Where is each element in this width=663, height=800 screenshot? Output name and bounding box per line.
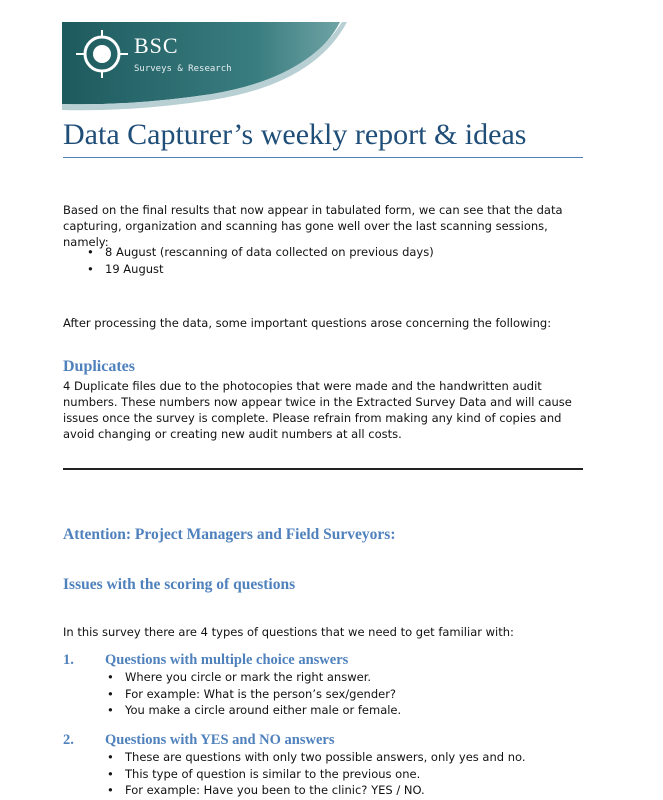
survey-intro-paragraph: In this survey there are 4 types of questions that we need to get familiar with: bbox=[63, 625, 514, 639]
session-list bbox=[63, 244, 434, 277]
question-type-title: Questions with YES and NO answers bbox=[105, 732, 335, 748]
list-item: • These are questions with only two possible answers, only yes and no. bbox=[63, 749, 526, 766]
question-type-number: 1. bbox=[63, 652, 74, 668]
list-item: • For example: What is the person’s sex/gender? bbox=[63, 686, 401, 703]
logo-tagline: Surveys & Research bbox=[134, 64, 232, 74]
question-type-points bbox=[63, 669, 401, 719]
issues-heading: Issues with the scoring of questions bbox=[63, 576, 296, 593]
page-title: Data Capturer’s weekly report & ideas bbox=[63, 118, 527, 151]
company-logo bbox=[62, 22, 362, 132]
section-divider bbox=[63, 468, 583, 470]
list-item: • 8 August (rescanning of data collected on previous days) bbox=[63, 244, 434, 261]
processing-paragraph: After processing the data, some important questions arose concerning the following: bbox=[63, 316, 552, 330]
duplicates-heading: Duplicates bbox=[63, 358, 135, 375]
list-item: • For example: Have you been to the clinic? YES / NO. bbox=[63, 782, 526, 799]
intro-paragraph: Based on the final results that now appear in tabulated form, we can see that the data capturing, organization and scanning has gone well over the last scanning sessions, namely: bbox=[63, 203, 563, 249]
logo-name: BSC bbox=[134, 33, 179, 58]
list-item: • You make a circle around either male or female. bbox=[63, 702, 401, 719]
question-type-number: 2. bbox=[63, 732, 74, 748]
list-item: • 19 August bbox=[63, 261, 434, 278]
question-type-points bbox=[63, 749, 526, 799]
question-type-title: Questions with multiple choice answers bbox=[105, 652, 349, 668]
logo-banner bbox=[62, 22, 362, 132]
list-item: • This type of question is similar to the previous one. bbox=[63, 766, 526, 783]
duplicates-paragraph: 4 Duplicate files due to the photocopies that were made and the handwritten audit numbers. These numbers now appear twice in the Extracted Survey Data and will cause issues once the survey is complete. Please refrain from making any kind of copies and avoid changing or creating new audit numbers at all costs. bbox=[63, 379, 572, 441]
attention-heading: Attention: Project Managers and Field Surveyors: bbox=[63, 526, 396, 543]
title-underline bbox=[63, 157, 583, 158]
list-item: • Where you circle or mark the right answer. bbox=[63, 669, 401, 686]
